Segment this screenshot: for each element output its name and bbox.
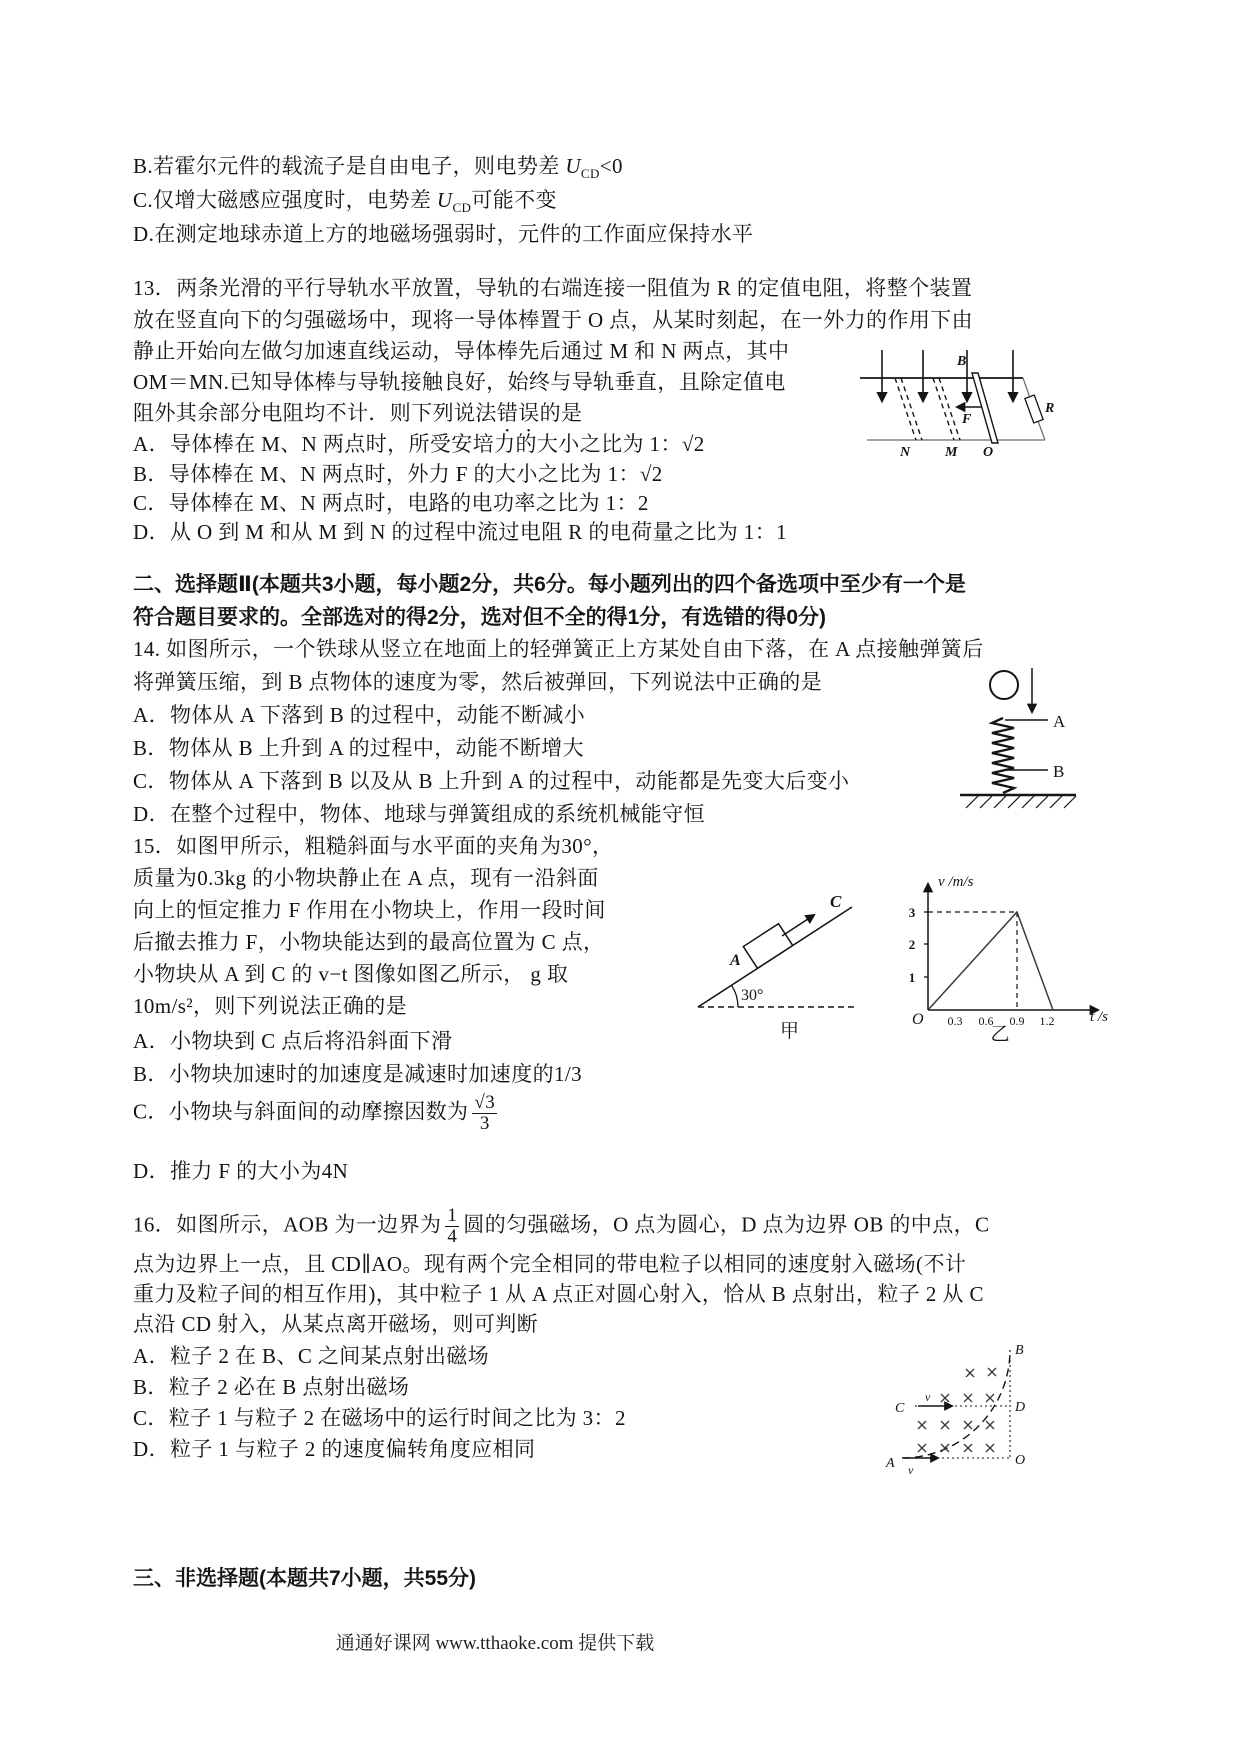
q12-option-b-var: U bbox=[565, 154, 581, 178]
q13-option-b: B．导体棒在 M、N 两点时，外力 F 的大小之比为 1：√2 bbox=[133, 462, 663, 486]
q16-stem-post: 圆的匀强磁场，O 点为圆心，D 点为边界 OB 的中点，C bbox=[463, 1212, 990, 1237]
block bbox=[743, 924, 792, 969]
field-into-page-marker bbox=[966, 1369, 974, 1377]
vt-graph bbox=[898, 868, 1123, 1048]
x-tick-03: 0.3 bbox=[947, 1014, 963, 1028]
point-a-label: A bbox=[886, 1456, 895, 1471]
q14-option-d: D．在整个过程中，物体、地球与弹簧组成的系统机械能守恒 bbox=[133, 802, 705, 826]
rod-position-m bbox=[933, 378, 954, 440]
q12-option-c-text: C.仅增大磁感应强度时，电势差 bbox=[133, 188, 437, 212]
incline-diagram bbox=[688, 893, 873, 1048]
fraction-one-quarter: $\frac{1}{4}$ bbox=[447, 1205, 458, 1247]
point-d-label: D bbox=[1015, 1400, 1026, 1415]
section2-heading-line-1: 二、选择题Ⅱ(本题共3小题，每小题2分，共6分。每小题列出的四个备选项中至少有一个是 bbox=[133, 573, 966, 596]
ground-hatching bbox=[966, 796, 1076, 808]
q16-stem-line-4: 点沿 CD 射入，从某点离开磁场，则可判断 bbox=[133, 1312, 539, 1336]
field-region-diagram bbox=[878, 1337, 1073, 1497]
q13-stem-line-1: 13．两条光滑的平行导轨水平放置，导轨的右端连接一阻值为 R 的定值电阻，将整个装置 bbox=[133, 276, 973, 300]
q16-stem-pre: 16．如图所示，AOB 为一边界为 bbox=[133, 1212, 442, 1237]
q15-stem-line-6: 10m/s²，则下列说法正确的是 bbox=[133, 994, 408, 1018]
r-resistor-label: R bbox=[1045, 401, 1055, 416]
velocity-label-c: v bbox=[925, 1390, 931, 1404]
q13-stem-line-3: 静止开始向左做匀加速直线运动，导体棒先后通过 M 和 N 两点，其中 bbox=[133, 339, 790, 363]
q12-option-b-text: B.若霍尔元件的载流子是自由电子，则电势差 bbox=[133, 154, 566, 178]
b-field-label: B bbox=[957, 354, 967, 369]
q13-stem-emphasis: 错误 bbox=[496, 401, 540, 425]
point-a-label: A bbox=[1053, 712, 1066, 731]
q15-option-b: B．小物块加速时的加速度是减速时加速度的1/3 bbox=[133, 1062, 583, 1086]
angle-label: 30° bbox=[741, 987, 764, 1004]
push-force-arrow bbox=[782, 915, 814, 936]
q16-stem-line-3: 重力及粒子间的相互作用)，其中粒子 1 从 A 点正对圆心射入，恰从 B 点射出，粒子 2 从 C bbox=[133, 1282, 984, 1306]
q12-option-b bbox=[133, 150, 623, 182]
q16-stem-line-1 bbox=[133, 1206, 989, 1247]
point-n-label: N bbox=[900, 445, 911, 460]
q15-stem-line-4: 后撤去推力 F，小物块能达到的最高位置为 C 点， bbox=[133, 930, 605, 954]
q13-option-a: A．导体棒在 M、N 两点时，所受安培力的大小之比为 1：√2 bbox=[133, 432, 705, 456]
origin-label: O bbox=[912, 1011, 924, 1028]
section3-heading: 三、非选择题(本题共7小题，共55分) bbox=[133, 1567, 477, 1590]
page-footer: 通通好课网 www.tthaoke.com 提供下载 bbox=[335, 1633, 655, 1654]
q15-stem-line-3: 向上的恒定推力 F 作用在小物块上，作用一段时间 bbox=[133, 898, 606, 922]
q16-stem-line-2: 点为边界上一点，且 CD∥AO。现有两个完全相同的带电粒子以相同的速度射入磁场(不计 bbox=[133, 1252, 967, 1276]
point-o-label: O bbox=[983, 445, 994, 460]
q12-option-c-post: 可能不变 bbox=[471, 188, 557, 212]
angle-arc bbox=[732, 985, 739, 1007]
q13-option-d: D．从 O 到 M 和从 M 到 N 的过程中流过电阻 R 的电荷量之比为 1：1 bbox=[133, 520, 787, 544]
conducting-rod bbox=[972, 373, 998, 443]
q15-figure-vt-graph bbox=[898, 868, 1123, 1053]
q15-figure-incline bbox=[688, 893, 873, 1053]
figure-yi-caption: 乙 bbox=[990, 1024, 1010, 1045]
x-tick-09: 0.9 bbox=[1009, 1014, 1025, 1028]
y-tick-3: 3 bbox=[908, 905, 916, 920]
spring-coil bbox=[992, 718, 1014, 793]
q13-stem-end-post: 的是 bbox=[539, 401, 583, 425]
q15-option-c bbox=[133, 1093, 501, 1134]
q12-option-c-sub: CD bbox=[452, 200, 472, 216]
rod-position-n bbox=[895, 378, 916, 440]
figure-jia-caption: 甲 bbox=[780, 1021, 800, 1042]
point-b-label: B bbox=[1053, 762, 1065, 781]
quarter-circle-boundary bbox=[902, 1350, 1010, 1458]
section2-heading-line-2: 符合题目要求的。全部选对的得2分，选对但不全的得1分，有选错的得0分) bbox=[133, 606, 827, 629]
q12-option-c-var: U bbox=[436, 188, 453, 212]
point-a-label: A bbox=[730, 952, 741, 969]
velocity-label-a: v bbox=[908, 1463, 914, 1477]
q14-option-a: A．物体从 A 下落到 B 的过程中，动能不断减小 bbox=[133, 703, 586, 727]
q16-option-c: C．粒子 1 与粒子 2 在磁场中的运行时间之比为 3：2 bbox=[133, 1406, 626, 1430]
resistor-symbol bbox=[1025, 395, 1043, 423]
q12-option-b-post: <0 bbox=[599, 154, 623, 178]
y-tick-1: 1 bbox=[908, 970, 916, 985]
point-c-label: C bbox=[830, 893, 842, 911]
point-o-label: O bbox=[1015, 1453, 1026, 1468]
y-tick-2: 2 bbox=[908, 937, 916, 952]
iron-ball bbox=[990, 671, 1018, 699]
q14-figure-spring bbox=[958, 660, 1093, 823]
q16-figure-field bbox=[878, 1337, 1073, 1502]
q15-option-d: D．推力 F 的大小为4N bbox=[133, 1159, 349, 1183]
point-b-label: B bbox=[1015, 1343, 1024, 1358]
q12-option-d: D.在测定地球赤道上方的地磁场强弱时，元件的工作面应保持水平 bbox=[133, 222, 754, 246]
x-tick-06: 0.6 bbox=[978, 1014, 994, 1028]
q15-option-c-text: C．小物块与斜面间的动摩擦因数为 bbox=[133, 1099, 469, 1124]
q13-stem-line-2: 放在竖直向下的匀强磁场中，现将一导体棒置于 O 点，从某时刻起，在一外力的作用下由 bbox=[133, 308, 974, 332]
spring-diagram bbox=[958, 660, 1093, 818]
point-c-label: C bbox=[895, 1401, 905, 1416]
q13-option-c: C．导体棒在 M、N 两点时，电路的电功率之比为 1：2 bbox=[133, 491, 649, 515]
q14-option-c: C．物体从 A 下落到 B 以及从 B 上升到 A 的过程中，动能都是先变大后变小 bbox=[133, 769, 850, 793]
point-m-label: M bbox=[945, 445, 958, 460]
vt-data-line bbox=[928, 912, 1053, 1010]
x-axis-label: t /s bbox=[1090, 1009, 1108, 1025]
q14-option-b: B．物体从 B 上升到 A 的过程中，动能不断增大 bbox=[133, 736, 585, 760]
q16-option-b: B．粒子 2 必在 B 点射出磁场 bbox=[133, 1375, 410, 1399]
q15-stem-line-5: 小物块从 A 到 C 的 v−t 图像如图乙所示， g 取 bbox=[133, 962, 569, 986]
q13-stem-end-pre: 阻外其余部分电阻均不计．则下列说法 bbox=[133, 401, 497, 425]
rails-diagram bbox=[845, 295, 1105, 460]
q16-option-a: A．粒子 2 在 B、C 之间某点射出磁场 bbox=[133, 1344, 490, 1368]
q15-stem-line-1: 15．如图甲所示，粗糙斜面与水平面的夹角为30°， bbox=[133, 834, 614, 858]
q15-stem-line-2: 质量为0.3kg 的小物块静止在 A 点，现有一沿斜面 bbox=[133, 866, 599, 890]
q12-option-b-sub: CD bbox=[580, 166, 600, 182]
q16-option-d: D．粒子 1 与粒子 2 的速度偏转角度应相同 bbox=[133, 1437, 536, 1461]
q13-figure-rails bbox=[845, 295, 1105, 465]
q15-option-a: A．小物块到 C 点后将沿斜面下滑 bbox=[133, 1029, 453, 1053]
q12-option-c bbox=[133, 184, 557, 216]
q13-stem-line-4: OM＝MN.已知导体棒与导轨接触良好，始终与导轨垂直，且除定值电 bbox=[133, 370, 786, 394]
y-axis-label: v /m/s bbox=[938, 874, 974, 890]
q14-stem-line-1: 14. 如图所示，一个铁球从竖立在地面上的轻弹簧正上方某处自由下落，在 A 点接触弹簧后 bbox=[133, 637, 984, 661]
f-force-label: F bbox=[962, 412, 972, 427]
x-tick-12: 1.2 bbox=[1039, 1014, 1055, 1028]
q14-stem-line-2: 将弹簧压缩，到 B 点物体的速度为零，然后被弹回，下列说法中正确的是 bbox=[133, 670, 823, 694]
fraction-sqrt3-over-3: $\frac{√3}{3}$ bbox=[474, 1092, 496, 1134]
